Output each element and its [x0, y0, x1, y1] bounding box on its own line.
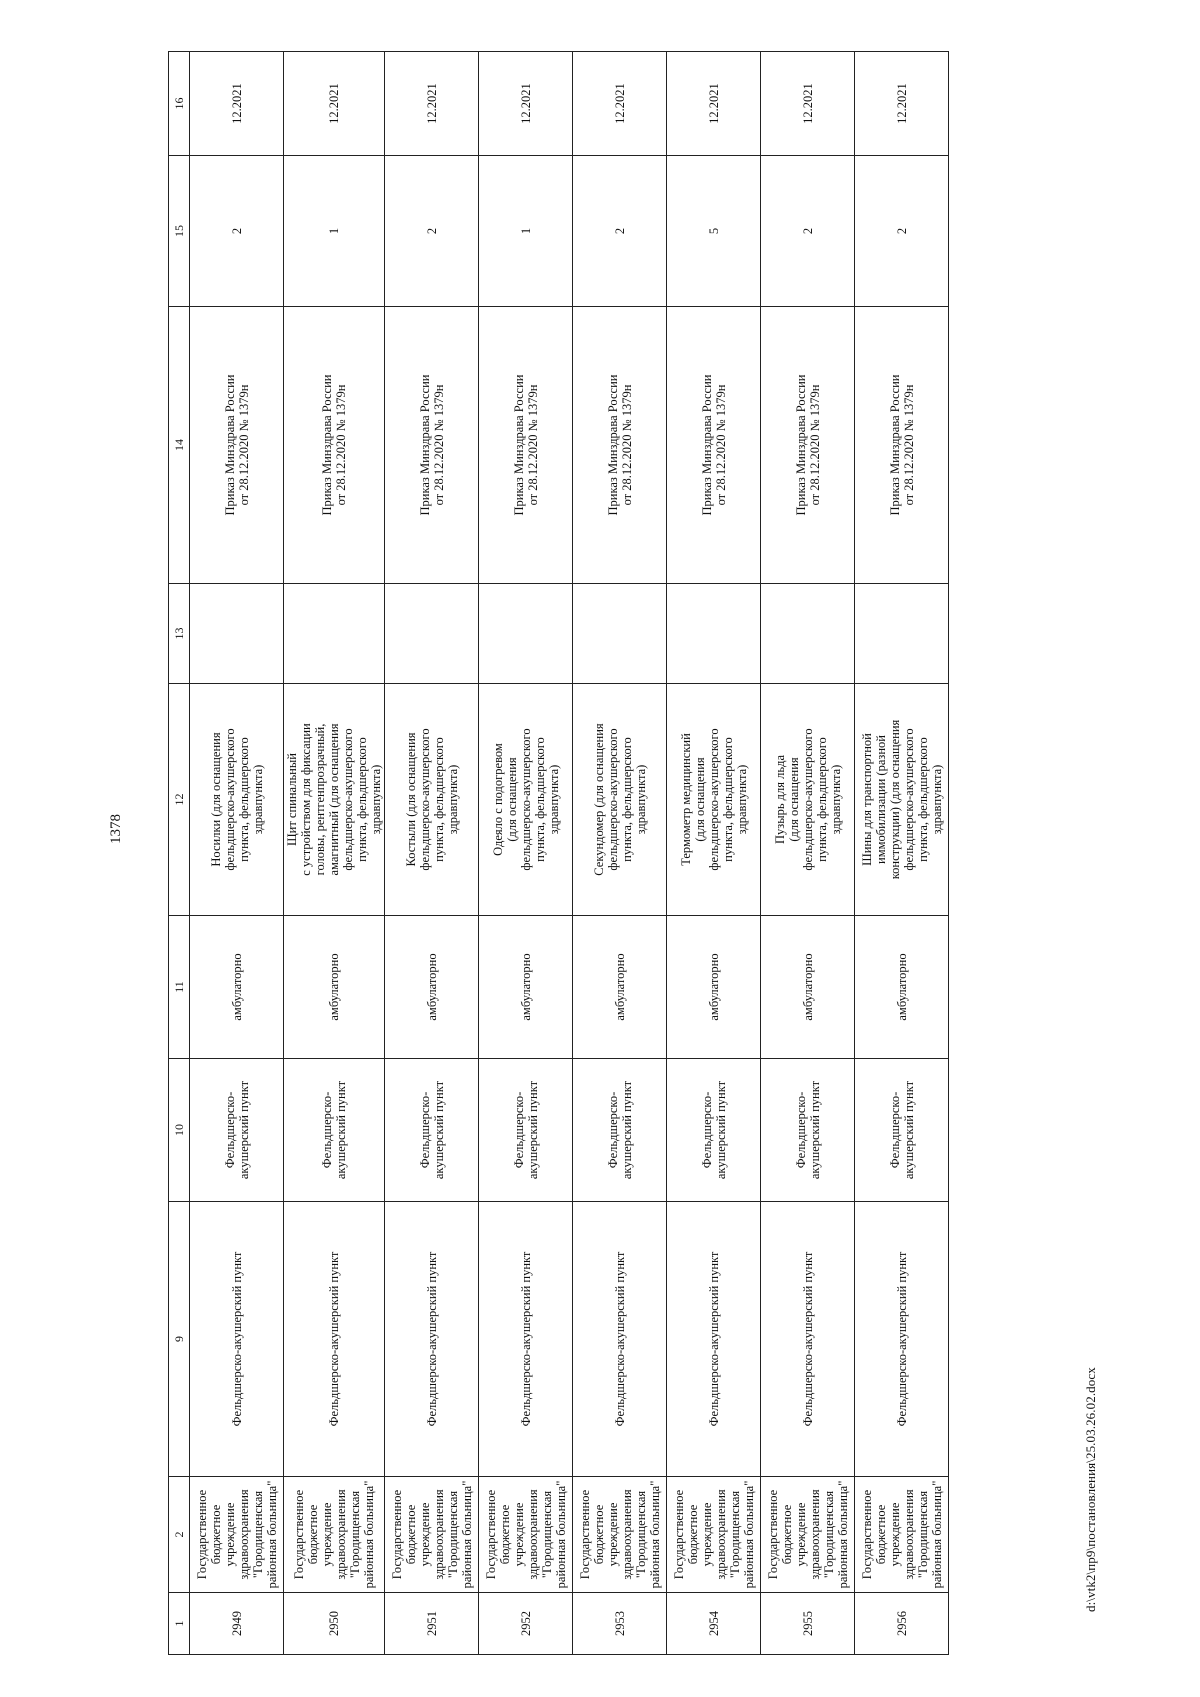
unit-type-cell: Фельдшерско-акушерский пункт [667, 1202, 761, 1477]
organization-cell: Государственное бюджетное учреждение здравоохранения "Городищенская районная больница" [190, 1477, 284, 1593]
row-number-cell: 2953 [573, 1593, 667, 1655]
date-cell: 12.2021 [573, 52, 667, 156]
header-cell: 2 [169, 1477, 190, 1593]
subdivision-cell: Фельдшерско- акушерский пункт [573, 1059, 667, 1202]
care-conditions-cell: амбулаторно [855, 916, 949, 1059]
date-cell: 12.2021 [761, 52, 855, 156]
header-cell: 10 [169, 1059, 190, 1202]
date-cell: 12.2021 [190, 52, 284, 156]
regulation-cell: Приказ Минздрава России от 28.12.2020 № 1379н [761, 307, 855, 584]
row-number-cell: 2954 [667, 1593, 761, 1655]
equipment-name-cell: Щит спинальный с устройством для фиксации головы, рентгенпрозрачный, амагнитный (для оснащения фельдшерско-акушерского пункта, фельдшерского здравпункта) [284, 684, 385, 916]
table-row [855, 52, 949, 1655]
table-row [479, 52, 573, 1655]
care-conditions-cell: амбулаторно [573, 916, 667, 1059]
row-number-cell: 2950 [284, 1593, 385, 1655]
unit-type-cell: Фельдшерско-акушерский пункт [761, 1202, 855, 1477]
care-conditions-cell: амбулаторно [190, 916, 284, 1059]
unit-type-cell: Фельдшерско-акушерский пункт [385, 1202, 479, 1477]
header-cell: 13 [169, 584, 190, 684]
empty-cell [479, 584, 573, 684]
unit-type-cell: Фельдшерско-акушерский пункт [855, 1202, 949, 1477]
care-conditions-cell: амбулаторно [385, 916, 479, 1059]
row-number-cell: 2956 [855, 1593, 949, 1655]
care-conditions-cell: амбулаторно [761, 916, 855, 1059]
subdivision-cell: Фельдшерско- акушерский пункт [385, 1059, 479, 1202]
row-number-cell: 2951 [385, 1593, 479, 1655]
table-row [667, 52, 761, 1655]
regulation-cell: Приказ Минздрава России от 28.12.2020 № 1379н [855, 307, 949, 584]
header-cell: 9 [169, 1202, 190, 1477]
unit-type-cell: Фельдшерско-акушерский пункт [479, 1202, 573, 1477]
regulation-cell: Приказ Минздрава России от 28.12.2020 № 1379н [479, 307, 573, 584]
row-number-cell: 2949 [190, 1593, 284, 1655]
quantity-cell: 1 [479, 156, 573, 307]
unit-type-cell: Фельдшерско-акушерский пункт [190, 1202, 284, 1477]
equipment-name-cell: Секундомер (для оснащения фельдшерско-акушерского пункта, фельдшерского здравпункта) [573, 684, 667, 916]
header-cell: 11 [169, 916, 190, 1059]
care-conditions-cell: амбулаторно [479, 916, 573, 1059]
header-cell: 14 [169, 307, 190, 584]
unit-type-cell: Фельдшерско-акушерский пункт [284, 1202, 385, 1477]
care-conditions-cell: амбулаторно [667, 916, 761, 1059]
quantity-cell: 2 [190, 156, 284, 307]
table-row [385, 52, 479, 1655]
quantity-cell: 1 [284, 156, 385, 307]
organization-cell: Государственное бюджетное учреждение здравоохранения "Городищенская районная больница" [573, 1477, 667, 1593]
equipment-table [168, 51, 949, 1655]
subdivision-cell: Фельдшерско- акушерский пункт [667, 1059, 761, 1202]
date-cell: 12.2021 [667, 52, 761, 156]
equipment-name-cell: Костыли (для оснащения фельдшерско-акушерского пункта, фельдшерского здравпункта) [385, 684, 479, 916]
subdivision-cell: Фельдшерско- акушерский пункт [761, 1059, 855, 1202]
date-cell: 12.2021 [479, 52, 573, 156]
table-row [284, 52, 385, 1655]
subdivision-cell: Фельдшерско- акушерский пункт [479, 1059, 573, 1202]
organization-cell: Государственное бюджетное учреждение здравоохранения "Городищенская районная больница" [761, 1477, 855, 1593]
date-cell: 12.2021 [855, 52, 949, 156]
row-number-cell: 2955 [761, 1593, 855, 1655]
empty-cell [667, 584, 761, 684]
regulation-cell: Приказ Минздрава России от 28.12.2020 № 1379н [573, 307, 667, 584]
organization-cell: Государственное бюджетное учреждение здравоохранения "Городищенская районная больница" [855, 1477, 949, 1593]
organization-cell: Государственное бюджетное учреждение здравоохранения "Городищенская районная больница" [479, 1477, 573, 1593]
equipment-name-cell: Термометр медицинский (для оснащения фельдшерско-акушерского пункта, фельдшерского здравпункта) [667, 684, 761, 916]
regulation-cell: Приказ Минздрава России от 28.12.2020 № 1379н [385, 307, 479, 584]
header-cell: 1 [169, 1593, 190, 1655]
regulation-cell: Приказ Минздрава России от 28.12.2020 № 1379н [190, 307, 284, 584]
subdivision-cell: Фельдшерско- акушерский пункт [855, 1059, 949, 1202]
page-number: 1378 [108, 814, 124, 844]
header-cell: 15 [169, 156, 190, 307]
quantity-cell: 5 [667, 156, 761, 307]
table-row [573, 52, 667, 1655]
file-path-footer: d:\vtk2\пр9\постановления\25.03.26.02.docx [1083, 1367, 1098, 1612]
regulation-cell: Приказ Минздрава России от 28.12.2020 № 1379н [667, 307, 761, 584]
header-row [169, 52, 190, 1655]
regulation-cell: Приказ Минздрава России от 28.12.2020 № 1379н [284, 307, 385, 584]
empty-cell [284, 584, 385, 684]
quantity-cell: 2 [573, 156, 667, 307]
table-row [761, 52, 855, 1655]
quantity-cell: 2 [761, 156, 855, 307]
subdivision-cell: Фельдшерско- акушерский пункт [284, 1059, 385, 1202]
header-cell: 16 [169, 52, 190, 156]
organization-cell: Государственное бюджетное учреждение здравоохранения "Городищенская районная больница" [385, 1477, 479, 1593]
empty-cell [761, 584, 855, 684]
equipment-name-cell: Носилки (для оснащения фельдшерско-акушерского пункта, фельдшерского здравпункта) [190, 684, 284, 916]
header-cell: 12 [169, 684, 190, 916]
empty-cell [190, 584, 284, 684]
empty-cell [385, 584, 479, 684]
equipment-name-cell: Пузырь для льда (для оснащения фельдшерско-акушерского пункта, фельдшерского здравпункта) [761, 684, 855, 916]
empty-cell [573, 584, 667, 684]
subdivision-cell: Фельдшерско- акушерский пункт [190, 1059, 284, 1202]
row-number-cell: 2952 [479, 1593, 573, 1655]
empty-cell [855, 584, 949, 684]
equipment-name-cell: Шины для транспортной иммобилизации (разной конструкции) (для оснащения фельдшерско-акушерского пункта, фельдшерского здравпункта) [855, 684, 949, 916]
table-row [190, 52, 284, 1655]
equipment-name-cell: Одеяло с подогревом (для оснащения фельдшерско-акушерского пункта, фельдшерского здравпункта) [479, 684, 573, 916]
quantity-cell: 2 [855, 156, 949, 307]
unit-type-cell: Фельдшерско-акушерский пункт [573, 1202, 667, 1477]
quantity-cell: 2 [385, 156, 479, 307]
care-conditions-cell: амбулаторно [284, 916, 385, 1059]
organization-cell: Государственное бюджетное учреждение здравоохранения "Городищенская районная больница" [667, 1477, 761, 1593]
date-cell: 12.2021 [284, 52, 385, 156]
date-cell: 12.2021 [385, 52, 479, 156]
organization-cell: Государственное бюджетное учреждение здравоохранения "Городищенская районная больница" [284, 1477, 385, 1593]
